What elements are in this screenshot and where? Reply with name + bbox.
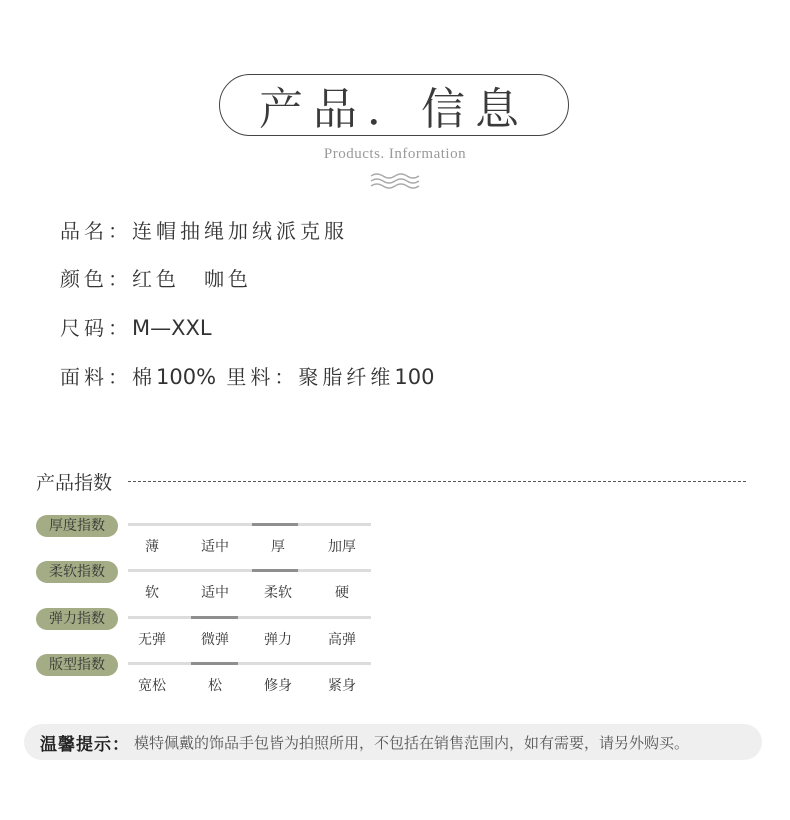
index-scale-marker: [191, 616, 238, 619]
index-label: 柔软指数: [36, 561, 118, 583]
index-scale-bar: [128, 616, 371, 619]
info-fabric-main-pct: 100%: [156, 365, 217, 389]
index-divider: [128, 481, 746, 482]
index-option: 宽松: [138, 678, 166, 694]
info-fabric: [60, 361, 435, 390]
info-fabric-label: 面料：: [60, 365, 132, 389]
index-option: 加厚: [328, 539, 356, 555]
info-color-value: 红色 咖色: [132, 267, 252, 291]
index-label: 弹力指数: [36, 608, 118, 630]
index-option: 厚: [271, 539, 285, 555]
index-scale-marker: [191, 662, 238, 665]
info-lining-label: 里料：: [226, 365, 299, 389]
index-scale-marker: [252, 569, 299, 572]
info-size: [60, 312, 212, 341]
index-option: 无弹: [138, 632, 166, 648]
notice-text: 模特佩戴的饰品手包皆为拍照所用，不包括在销售范围内，如有需要，请另外购买。: [134, 733, 690, 752]
index-option: 适中: [201, 539, 229, 555]
page-title-text: 产品．信息: [259, 84, 529, 135]
index-option: 微弹: [201, 632, 229, 648]
info-color-label: 颜色：: [60, 267, 132, 291]
index-label: 版型指数: [36, 654, 118, 676]
notice-banner: [24, 724, 762, 760]
index-scale-bar: [128, 523, 371, 526]
index-heading: 产品指数: [36, 472, 113, 494]
index-option: 修身: [264, 678, 292, 694]
info-lining-value: 聚脂纤维: [298, 365, 395, 389]
page-title: [219, 74, 569, 136]
index-scale-marker: [252, 523, 299, 526]
index-option: 紧身: [328, 678, 356, 694]
info-name-label: 品名：: [60, 219, 132, 243]
page-subtitle: Products. Information: [323, 146, 467, 162]
notice-lead: 温馨提示：: [40, 734, 130, 755]
index-label: 厚度指数: [36, 515, 118, 537]
index-option: 硬: [335, 585, 349, 601]
index-scale-bar: [128, 569, 371, 572]
index-option: 适中: [201, 585, 229, 601]
wave-ornament-icon: [369, 171, 421, 191]
index-option: 柔软: [264, 585, 292, 601]
index-option: 薄: [145, 539, 159, 555]
info-name-value: 连帽抽绳加绒派克服: [132, 219, 348, 243]
info-lining-pct: 100: [394, 365, 435, 389]
info-color: [60, 263, 252, 292]
index-option: 软: [145, 585, 159, 601]
info-name: [60, 215, 348, 244]
info-size-value: M—XXL: [132, 316, 212, 340]
index-option: 弹力: [264, 632, 292, 648]
index-scale-bar: [128, 662, 371, 665]
index-option: 松: [208, 678, 222, 694]
info-size-label: 尺码：: [60, 316, 132, 340]
info-fabric-main: 棉: [132, 365, 156, 389]
index-option: 高弹: [328, 632, 356, 648]
